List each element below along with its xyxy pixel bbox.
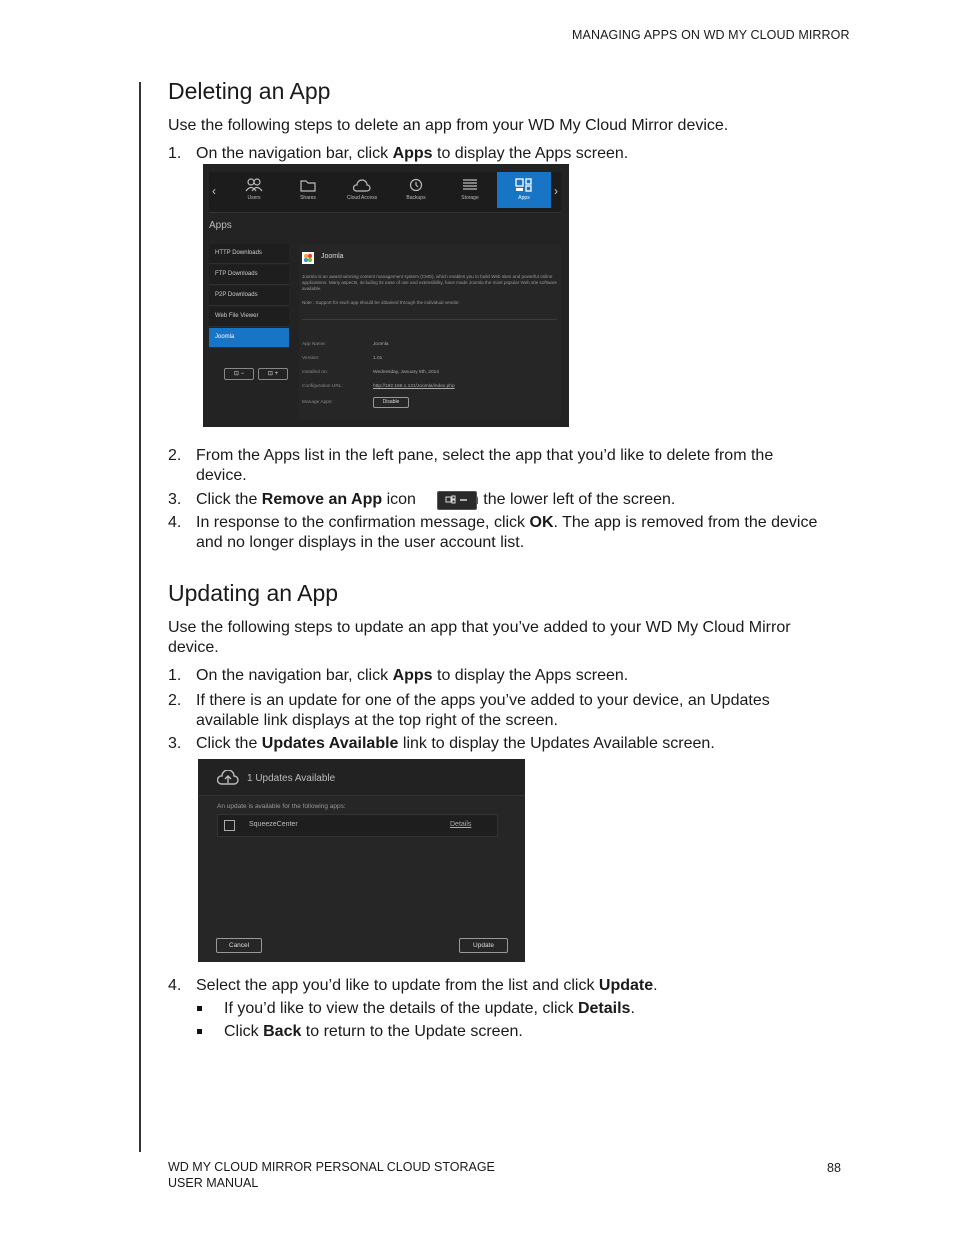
bullet-icon [197,1029,202,1034]
dialog-title: 1 Updates Available [247,773,336,784]
field-label: Manage Apps: [302,400,333,405]
app-name: SqueezeCenter [249,821,298,828]
history-icon [407,178,425,192]
app-checkbox[interactable] [224,820,235,831]
section-intro-updating: Use the following steps to update an app that you’ve added to your WD My Cloud Mirror device. [168,619,791,656]
field-label: App Name: [302,342,326,347]
apps-page-title: Apps [209,220,232,231]
update-cloud-icon [217,770,239,786]
nav-bar [209,172,561,213]
dialog-intro: An update is available for the following apps: [217,803,346,810]
apps-list-item[interactable]: Web File Viewer [209,307,289,327]
running-header: MANAGING APPS ON WD MY CLOUD MIRROR [572,28,850,42]
apps-icon [515,178,533,192]
field-label: Installed on: [302,370,328,375]
footer-title: WD MY CLOUD MIRROR PERSONAL CLOUD STORAGE USER MANUAL [168,1160,495,1190]
dialog-header [198,759,525,796]
table-row [217,814,498,837]
divider [302,319,557,320]
app-name-heading: Joomla [321,253,344,260]
section-title-deleting: Deleting an App [168,78,331,104]
app-note: Note : Support for each app should be obtained through the individual vendor. [302,300,460,305]
section-intro-deleting: Use the following steps to delete an app from your WD My Cloud Mirror device. [168,117,729,134]
details-link[interactable]: Details [450,821,472,828]
field-label: Version: [302,356,320,361]
page-number: 88 [827,1161,841,1175]
cloud-icon [353,178,371,192]
field-value: 1.01 [373,356,383,361]
cancel-button[interactable]: Cancel [216,938,262,953]
field-label: Configuration URL: [302,384,343,389]
apps-list [209,244,289,349]
add-app-button[interactable]: ⊡ + [258,368,288,380]
nav-item-shares[interactable]: Shares [281,172,335,208]
app-description: Joomla is an award-winning content management system (CMS), which enables you to build Web sites and powerful online applications. Many aspects, including its ease of use and extensibility, have made Joomla the most popular Web site software available. [302,274,557,291]
update-button[interactable]: Update [459,938,508,953]
apps-list-item[interactable]: FTP Downloads [209,265,289,285]
nav-next-icon[interactable]: › [554,184,558,198]
folder-icon [299,178,317,192]
remove-app-button[interactable]: ⊡ − [224,368,254,380]
apps-list-item-selected[interactable]: Joomla [209,328,289,348]
nav-item-cloud-access[interactable]: Cloud Access [335,172,389,208]
apps-list-item[interactable]: HTTP Downloads [209,244,289,264]
disable-button[interactable]: Disable [373,397,409,408]
section-title-updating: Updating an App [168,580,339,606]
margin-rule [139,82,141,1152]
remove-app-icon [437,491,477,510]
field-value: Wednesday, January 8th, 2014 [373,370,439,375]
bullet-icon [197,1006,202,1011]
nav-prev-icon[interactable]: ‹ [212,184,216,198]
nav-item-apps[interactable]: Apps [497,172,551,208]
storage-icon [461,178,479,192]
nav-item-users[interactable]: Users [227,172,281,208]
joomla-logo-icon [302,252,314,264]
nav-item-backups[interactable]: Backups [389,172,443,208]
users-icon [245,178,263,192]
app-detail-panel [299,244,561,420]
field-value: Joomla [373,342,389,347]
nav-item-storage[interactable]: Storage [443,172,497,208]
updates-available-screenshot [198,759,525,962]
config-url-link[interactable]: http://192.168.1.121/Joomla/index.php [373,384,455,389]
apps-list-item[interactable]: P2P Downloads [209,286,289,306]
apps-screenshot [203,164,569,427]
